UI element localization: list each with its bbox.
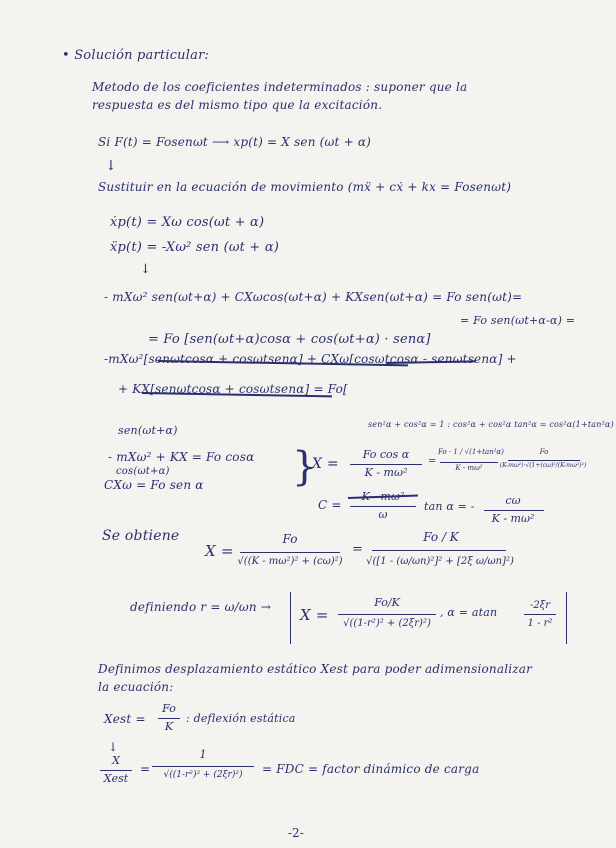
frac9-num: X — [112, 754, 120, 767]
x-eq-label: X = — [312, 456, 339, 472]
substitute-line: Sustituir en la ecuación de movimiento (mẍ + cẋ + kx = Fosenωt) — [98, 180, 512, 194]
frac3-bar — [484, 510, 544, 511]
fdc-definition: = FDC = factor dinámico de carga — [262, 762, 480, 776]
frac1-bar — [350, 464, 422, 465]
assumed-solution: Si F(t) = Fosenωt ⟶ xp(t) = X sen (ωt + α) — [98, 135, 372, 149]
motion-substituted: - mXω² sen(ωt+α) + CXωcos(ωt+α) + KXsen(ωt+α) = Fo sen(ωt)= — [104, 290, 523, 304]
sin-coef-eq: CXω = Fo sen α — [104, 478, 204, 492]
down-arrow-2: ↓ — [140, 262, 152, 277]
motion-identity: = Fo sen(ωt+α-α) = — [460, 314, 576, 327]
trig-identity: sen²α + cos²α = 1 : cos²α + cos²α tan²α = cos²α(1+tan²α) — [368, 420, 614, 429]
box-left — [290, 592, 291, 644]
frac1-num: Fo cos α — [362, 448, 410, 461]
frac5-bar — [372, 550, 506, 551]
method-line: Metodo de los coeficientes indeterminados : suponer que la — [92, 80, 468, 94]
frac10-bar — [152, 766, 254, 767]
section-heading: • Solución particular: — [62, 48, 210, 63]
tan-eq-label: tan α = - — [424, 500, 475, 513]
frac7-bar — [524, 614, 556, 615]
frac4-bar — [240, 552, 340, 553]
frac1b-eq: = — [428, 456, 437, 467]
frac2-bar — [350, 506, 416, 507]
frac4-num: Fo — [282, 532, 298, 546]
frac7-num: -2ξr — [529, 600, 551, 611]
crossed-line-2: + KX[senωtcosα + cosωtsenα] = Fo[ — [118, 382, 348, 396]
frac6-bar — [338, 614, 436, 615]
frac6-den: √((1-r²)² + (2ξr)²) — [343, 618, 431, 629]
method-line-2: respuesta es del mismo tipo que la excitación. — [92, 98, 383, 112]
down-arrow: ↓ — [105, 158, 117, 174]
frac8-num: Fo — [162, 702, 176, 715]
xest-label: Xest = — [104, 712, 146, 726]
deflection-label: : deflexión estática — [186, 712, 296, 725]
frac6-num: Fo/K — [374, 596, 400, 609]
frac2-num: K - mω² — [361, 490, 405, 503]
frac1c-bar — [508, 460, 580, 461]
frac10-num: 1 — [199, 748, 207, 761]
frac9-den: Xest — [103, 772, 129, 785]
velocity-eq: ẋp(t) = Xω cos(ωt + α) — [110, 215, 265, 230]
frac1-den: K - mω² — [364, 466, 408, 479]
frac2-den: ω — [378, 508, 388, 521]
frac3-den: K - mω² — [491, 512, 535, 525]
frac10-den: √((1-r²)² + (2ξr)²) — [163, 770, 243, 780]
frac3-num: cω — [505, 494, 521, 507]
brace-left: } — [292, 444, 318, 490]
static-displacement-line-2: la ecuación: — [98, 680, 174, 694]
frac4-den: √((K - mω²)² + (cω)²) — [237, 556, 343, 567]
result-intro: Se obtiene — [102, 528, 180, 544]
frac1b-num: Fo · 1 / √(1+tan²α) — [438, 448, 504, 456]
definition-r: definiendo r = ω/ωn → — [130, 600, 272, 614]
static-displacement-line: Definimos desplazamiento estático Xest para poder adimensionalizar — [98, 662, 533, 676]
frac8-bar — [158, 718, 180, 719]
frac1c-num: Fo — [539, 448, 549, 456]
page-number: -2- — [288, 826, 304, 840]
cos-coef-eq: - mXω² + KX = Fo cosα — [108, 450, 255, 464]
alpha-result-label: , α = atan — [440, 606, 498, 619]
frac9-bar — [100, 770, 132, 771]
handwritten-notes-page: • Solución particular: Metodo de los coeficientes indeterminados : suponer que la respuesta es del mismo tipo que la excitación. Si F(t) = Fosenωt ⟶ xp(t) = X sen (ωt + α) ↓ Sustituir en la ecuación de movimiento (mẍ + cẋ + kx = Fosenωt) ẋp(t) = Xω cos(ωt + α) ẍp(t) = -Xω² sen (ωt + α) ↓ - mXω² sen(ωt+α) + CXωcos(ωt+α) + KXsen(ωt+α) = Fo sen(ωt)= = Fo sen(ωt+α-α) = = Fo [sen(ωt+α)cosα + cos(ωt+α) · senα] -mXω²[senωtcosα + cosωtsenα] + CXω[cosωtcosα - senωtsenα] + + KX[senωtcosα + cosωtsenα] = Fo[ sen(ωt+α) sen²α + cos²α = 1 : cos²α + cos²α tan²α = cos²α(1+tan²α) - mXω² + KX = Fo cosα cos(ωt+α) CXω = Fo sen α } X = Fo cos α K - mω² = Fo · 1 / √(1+tan²α) K - mω² Fo (K-mω²)·√(1+(cω)²/(K-mω²)²) C = K - mω² ω tan α = - cω K - mω² Se obtiene X = Fo √((K - mω²)² + (cω)²) = Fo / K √([1 - (ω/ωn)²]² + [2ξ ω/ωn]²) definiendo r = ω/ωn → X = Fo/K √((1-r²)² + (2ξr)²) , α = atan -2ξr 1 - r² Definimos desplazamiento estático Xest para poder adimensionalizar la ecuación: Xest = Fo K : deflexión estática ↓ X Xest = 1 √((1-r²)² + (2ξr)²) = FDC = factor dinámico de carga -2- — [62, 48, 614, 840]
cos-term: cos(ωt+α) — [116, 466, 170, 477]
frac7-den: 1 - r² — [527, 618, 553, 629]
frac1b-bar — [440, 462, 498, 463]
frac1b-den: K - mω² — [455, 464, 483, 472]
frac5-den: √([1 - (ω/ωn)²]² + [2ξ ω/ωn]²) — [366, 556, 514, 567]
frac8-den: K — [164, 720, 174, 733]
crossed-line-1: -mXω²[senωtcosα + cosωtsenα] + CXω[cosωtcosα - senωtsenα] + — [104, 352, 517, 366]
acceleration-eq: ẍp(t) = -Xω² sen (ωt + α) — [110, 240, 280, 255]
c-eq-label: C = — [318, 498, 342, 512]
x-amplitude-label: X = — [205, 542, 234, 560]
box-right — [566, 592, 567, 644]
down-arrow-3: ↓ — [108, 740, 119, 754]
expansion-line: = Fo [sen(ωt+α)cosα + cos(ωt+α) · senα] — [148, 332, 431, 347]
sin-term: sen(ωt+α) — [118, 424, 178, 437]
x-result-label: X = — [300, 606, 329, 624]
frac1c-den: (K-mω²)·√(1+(cω)²/(K-mω²)²) — [499, 462, 587, 469]
frac5-num: Fo / K — [423, 530, 459, 544]
equals-sign: = — [352, 542, 364, 557]
